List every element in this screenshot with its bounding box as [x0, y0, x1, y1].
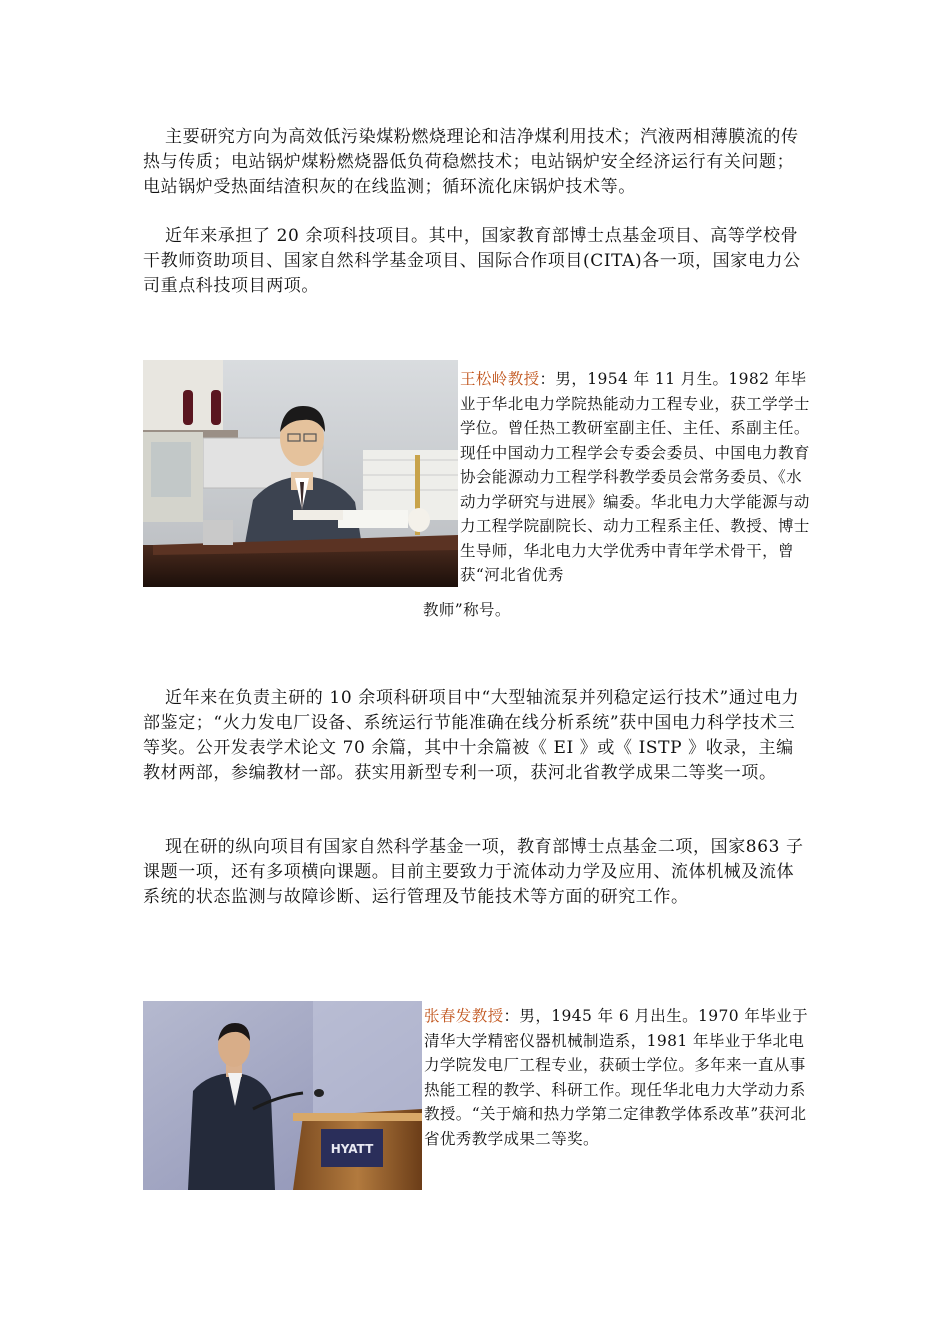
- profile-wang: [460, 367, 810, 588]
- photo-professor-zhang-at-podium: [143, 1001, 422, 1190]
- profile-bio-wang: ：男，1954 年 11 月生。1982 年毕业于华北电力学院热能动力工程专业，获工学学士学位。曾任热工教研室副主任、主任、系副主任。现任中国动力工程学会专委会委员、中国电力教育协会能源动力工程学科教学委员会常务委员、《水动力学研究与进展》编委。华北电力大学能源与动力工程学院副院长、动力工程系主任、教授、博士生导师，华北电力大学优秀中青年学术骨干，曾获“河北省优秀: [460, 370, 810, 584]
- profile-name-zhang: 张春发教授: [424, 1007, 504, 1025]
- paragraph-projects: 近年来承担了 20 余项科技项目。其中，国家教育部博士点基金项目、高等学校骨干教师资助项目、国家自然科学基金项目、国际合作项目(CITA)各一项，国家电力公司重点科技项目两项。: [143, 226, 801, 296]
- profile-name-wang: 王松岭教授: [460, 370, 540, 388]
- profile-bio-wang-tail: 教师”称号。: [423, 601, 511, 619]
- photo-professor-wang-at-desk: [143, 360, 458, 587]
- podium-logo: HYATT: [330, 1142, 374, 1156]
- paragraph-achievements: 近年来在负责主研的 10 余项科研项目中“大型轴流泵并列稳定运行技术”通过电力部鉴定；“火力发电厂设备、系统运行节能准确在线分析系统”获中国电力科学技术三等奖。公开发表学术论文 70 余篇，其中十余篇被《 EI 》或《 ISTP 》收录，主编教材两部，参编教材一部。获实用新型专利一项，获河北省教学成果二等奖一项。: [143, 688, 800, 783]
- paragraph-research-direction: 主要研究方向为高效低污染煤粉燃烧理论和洁净煤利用技术；汽液两相薄膜流的传热与传质；电站锅炉煤粉燃烧器低负荷稳燃技术；电站锅炉安全经济运行有关问题；电站锅炉受热面结渣积灰的在线监测；循环流化床锅炉技术等。: [143, 127, 799, 197]
- profile-zhang: [424, 1004, 810, 1151]
- profile-bio-zhang: ：男，1945 年 6 月出生。1970 年毕业于清华大学精密仪器机械制造系，1981 年毕业于华北电力学院发电厂工程专业，获硕士学位。多年来一直从事热能工程的教学、科研工作。现任华北电力大学动力系教授。“关于熵和热力学第二定律教学体系改革”获河北省优秀教学成果二等奖。: [424, 1007, 808, 1148]
- paragraph-current-research: 现在研的纵向项目有国家自然科学基金一项，教育部博士点基金二项，国家863 子课题一项，还有多项横向课题。目前主要致力于流体动力学及应用、流体机械及流体系统的状态监测与故障诊断、运行管理及节能技术等方面的研究工作。: [143, 837, 804, 907]
